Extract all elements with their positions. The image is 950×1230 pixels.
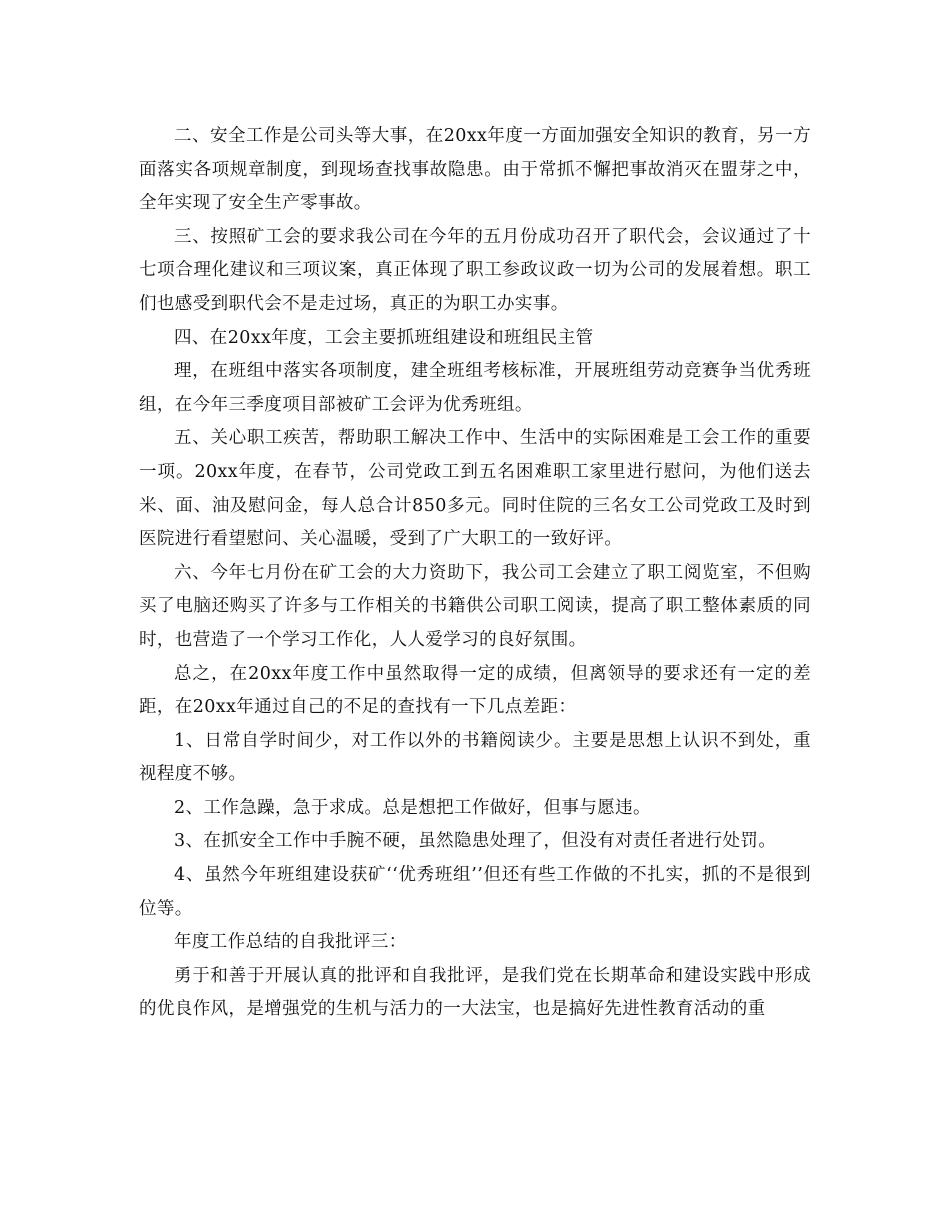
section-heading-self-criticism-3: 年度工作总结的自我批评三：: [174, 932, 407, 953]
paragraph-summary: 总之，在20xx年度工作中虽然取得一定的成绩，但离领导的要求还有一定的差距，在20xx年通过自己的不足的查找有一下几点差距：: [139, 663, 811, 718]
paragraph-team-building-heading: 四、在20xx年度，工会主要抓班组建设和班组民主管: [174, 327, 594, 348]
paragraph-workers-congress: 三、按照矿工会的要求我公司在今年的五月份成功召开了职代会，会议通过了十七项合理化建议和三项议案，真正体现了职工参政议政一切为公司的发展着想。职工们也感受到职代会不是走过场，真正的为职工办实事。: [139, 226, 811, 314]
paragraph-reading-room: 六、今年七月份在矿工会的大力资助下，我公司工会建立了职工阅览室，不但购买了电脑还购买了许多与工作相关的书籍供公司职工阅读，提高了职工整体素质的同时，也营造了一个学习工作化，人人爱学习的良好氛围。: [139, 562, 811, 650]
document-body: [139, 120, 811, 1027]
paragraph-worker-care: 五、关心职工疾苦，帮助职工解决工作中、生活中的实际困难是工会工作的重要一项。20xx年度，在春节，公司党政工到五名困难职工家里进行慰问，为他们送去米、面、油及慰问金，每人总合计850多元。同时住院的三名女工公司党政工及时到医院进行看望慰问、关心温暖，受到了广大职工的一致好评。: [139, 428, 811, 550]
list-item-3: 3、在抓安全工作中手腕不硬，虽然隐患处理了，但没有对责任者进行处罚。: [174, 831, 777, 852]
list-item-1: 1、日常自学时间少，对工作以外的书籍阅读少。主要是思想上认识不到处，重视程度不够。: [139, 730, 811, 785]
paragraph-safety-work: 二、安全工作是公司头等大事，在20xx年度一方面加强安全知识的教育，另一方面落实各项规章制度，到现场查找事故隐患。由于常抓不懈把事故消灭在盟芽之中，全年实现了安全生产零事故。: [139, 126, 811, 214]
list-item-4: 4、虽然今年班组建设获矿‘‘优秀班组’’但还有些工作做的不扎实，抓的不是很到位等。: [139, 865, 811, 919]
paragraph-team-building-body: 理，在班组中落实各项制度，建全班组考核标准，开展班组劳动竞赛争当优秀班组，在今年三季度项目部被矿工会评为优秀班组。: [139, 361, 811, 415]
list-item-2: 2、工作急躁，急于求成。总是想把工作做好，但事与愿违。: [174, 797, 651, 818]
paragraph-criticism-intro: 勇于和善于开展认真的批评和自我批评，是我们党在长期革命和建设实践中形成的优良作风，是增强党的生机与活力的一大法宝，也是搞好先进性教育活动的重: [139, 965, 811, 1020]
